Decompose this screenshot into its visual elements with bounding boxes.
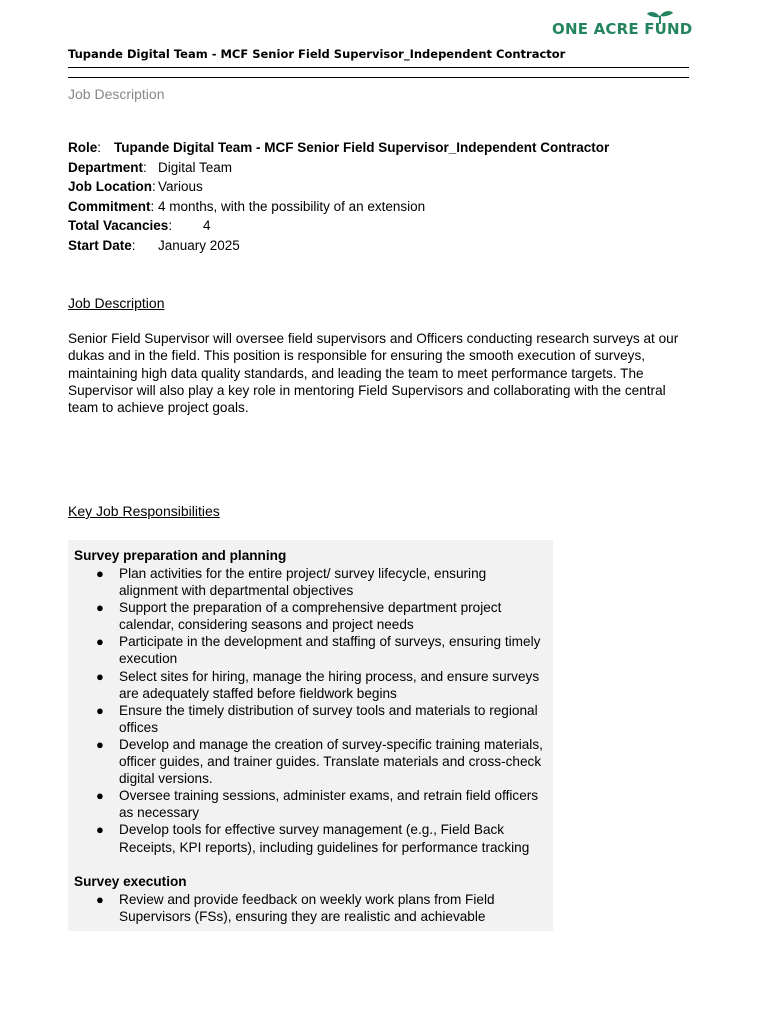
list-item: [74, 702, 547, 736]
start-date-label: Start Date: [68, 238, 132, 253]
list-item-text: Plan activities for the entire project/ survey lifecycle, ensuring alignment with departmental objectives: [119, 566, 487, 599]
responsibilities-table: [68, 540, 553, 931]
bullet-icon: ●: [96, 668, 104, 684]
header-divider: [68, 67, 689, 68]
section-title: Survey preparation and planning: [74, 548, 287, 563]
list-item: [74, 668, 547, 702]
list-item: [74, 565, 547, 599]
vacancies-field: Total Vacancies: 4: [68, 218, 211, 233]
bullet-icon: ●: [96, 736, 104, 752]
location-field: Job Location: Various: [68, 179, 203, 194]
list-item-text: Ensure the timely distribution of survey tools and materials to regional offices: [119, 702, 538, 735]
bullet-icon: ●: [96, 788, 104, 804]
logo-wordmark: ONE ACRE FUND: [552, 20, 693, 38]
commitment-value: 4 months, with the possibility of an extension: [158, 199, 426, 214]
key-responsibilities-heading: Key Job Responsibilities: [68, 503, 220, 519]
list-item: [74, 787, 547, 821]
list-item: [74, 821, 547, 855]
bullet-icon: ●: [96, 634, 104, 650]
job-description-heading: Job Description: [68, 295, 165, 311]
bullet-icon: ●: [96, 702, 104, 718]
start-date-field: Start Date: January 2025: [68, 238, 240, 253]
commitment-field: Commitment: 4 months, with the possibility of an extension: [68, 199, 426, 214]
document-header-title: Tupande Digital Team - MCF Senior Field Supervisor_Independent Contractor: [68, 47, 566, 61]
location-label: Job Location: [68, 179, 152, 194]
department-value: Digital Team: [158, 160, 233, 175]
list-item-text: Support the preparation of a comprehensive department project calendar, considering seasons and project needs: [119, 600, 502, 633]
list-item: [74, 891, 547, 925]
role-field: Role: Tupande Digital Team - MCF Senior Field Supervisor_Independent Contractor: [68, 140, 610, 155]
list-item-text: Oversee training sessions, administer exams, and retrain field officers as necessary: [119, 788, 539, 821]
list-item-text: Develop and manage the creation of survey-specific training materials, officer guides, and trainer guides. Translate materials and cross-check digital versions.: [119, 736, 543, 787]
role-label: Role: [68, 140, 98, 155]
role-value: Tupande Digital Team - MCF Senior Field Supervisor_Independent Contractor: [114, 140, 610, 155]
list-item-text: Select sites for hiring, manage the hiring process, and ensure surveys are adequately staffed before fieldwork begins: [119, 668, 540, 701]
bullet-icon: ●: [96, 891, 104, 907]
vacancies-value: 4: [203, 218, 211, 233]
responsibility-list: [74, 891, 547, 925]
bullet-icon: ●: [96, 600, 104, 616]
header-divider: [68, 77, 689, 78]
department-label: Department: [68, 160, 144, 175]
list-item: [74, 736, 547, 787]
section-title: Survey execution: [74, 873, 187, 889]
bullet-icon: ●: [96, 822, 104, 838]
list-item-text: Participate in the development and staffing of surveys, ensuring timely execution: [119, 634, 541, 667]
vacancies-label: Total Vacancies: [68, 218, 169, 233]
start-date-value: January 2025: [158, 238, 240, 253]
responsibility-list: [74, 565, 547, 856]
one-acre-fund-logo: [552, 12, 692, 38]
list-item: [74, 633, 547, 667]
commitment-label: Commitment: [68, 199, 151, 214]
bullet-icon: ●: [96, 566, 104, 581]
job-description-text: Senior Field Supervisor will oversee field supervisors and Officers conducting research surveys at our dukas and in the field. This position is responsible for ensuring the smooth execution of surveys, maintaining high data quality standards, and leading the team to meet performance targets. The Supervisor will also play a key role in mentoring Field Supervisors and collaborating with the central team to achieve project goals.: [68, 331, 679, 416]
location-value: Various: [158, 179, 203, 194]
department-field: Department: Digital Team: [68, 160, 233, 175]
list-item-text: Develop tools for effective survey management (e.g., Field Back Receipts, KPI reports), including guidelines for performance tracking: [119, 822, 530, 855]
document-label: Job Description: [68, 86, 165, 102]
list-item-text: Review and provide feedback on weekly work plans from Field Supervisors (FSs), ensuring they are realistic and achievable: [119, 891, 495, 924]
list-item: [74, 599, 547, 633]
